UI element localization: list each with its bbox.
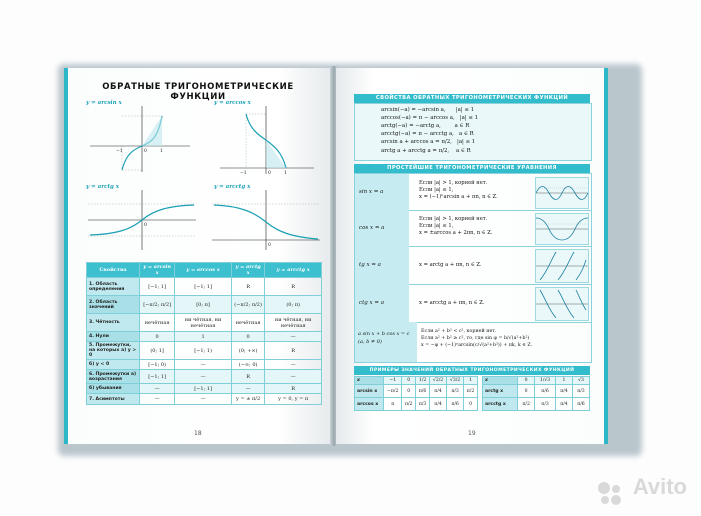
table-cell: R: [231, 278, 264, 296]
table-cell: π/2: [518, 398, 535, 411]
values-table-tg-ctg: [482, 376, 590, 411]
table-cell: y = ± π/2: [231, 394, 264, 405]
table-cell: π/6: [535, 385, 556, 398]
equation-solution: Если |a| > 1, корней нет. Если |a| ≤ 1, x = (−1)ⁿarcsin a + πn, n ∈ Z.: [419, 180, 498, 200]
table-cell: π/6: [447, 398, 464, 411]
table-cell: π/4: [555, 398, 572, 411]
page-number-left: 18: [194, 430, 202, 437]
properties-table: [86, 262, 322, 405]
table-row: [87, 370, 322, 384]
table-row: [87, 278, 322, 296]
equation-lhs: a sin x + b cos x = c (a, b ≠ 0): [355, 322, 417, 362]
table-cell: 4. Нули: [87, 332, 140, 342]
cosine-graph-icon: [535, 213, 589, 245]
svg-text:−1: −1: [240, 171, 247, 176]
table-row: [87, 296, 322, 314]
table-cell: x: [355, 377, 384, 385]
table-cell: [−π/2; π/2]: [140, 296, 175, 314]
table-cell: ни чётная, ни нечётная: [175, 314, 232, 332]
equation-row-cos: [355, 210, 591, 247]
equations-section-header: ПРОСТЕЙШИЕ ТРИГОНОМЕТРИЧЕСКИЕ УРАВНЕНИЯ: [354, 164, 590, 173]
svg-text:0: 0: [268, 171, 271, 176]
table-cell: arcctg x: [483, 398, 518, 411]
table-row: [87, 384, 322, 394]
table-cell: [−1; 1): [175, 342, 232, 360]
table-cell: (0; 1]: [140, 342, 175, 360]
left-page: [64, 68, 332, 444]
table-cell: √3: [572, 377, 589, 385]
table-cell: б) убывания: [87, 384, 140, 394]
graph-arccos: [210, 100, 318, 178]
table-cell: √3/2: [447, 377, 464, 385]
values-section-header: ПРИМЕРЫ ЗНАЧЕНИЙ ОБРАТНЫХ ТРИГОНОМЕТРИЧЕСКИХ ФУНКЦИЙ: [354, 366, 590, 375]
table-cell: 0: [402, 385, 416, 398]
property-line: arctg a + arcctg a = π/2, a ∈ R: [381, 148, 471, 154]
table-header-cell: y = arcsin x: [140, 263, 175, 278]
table-cell: y = 0, y = π: [265, 394, 322, 405]
table-cell: π/3: [447, 385, 464, 398]
table-cell: 0: [231, 332, 264, 342]
table-cell: —: [265, 360, 322, 370]
table-header-cell: y = arcctg x: [265, 263, 322, 278]
table-cell: (0; +∞): [231, 342, 264, 360]
table-header-cell: y = arctg x: [231, 263, 264, 278]
right-page: [336, 68, 608, 444]
table-cell: 0: [518, 385, 535, 398]
equation-row-tg: [355, 246, 591, 285]
svg-text:0: 0: [144, 223, 147, 228]
table-cell: —: [175, 370, 232, 384]
properties-section-header: СВОЙСТВА ОБРАТНЫХ ТРИГОНОМЕТРИЧЕСКИХ ФУНКЦИЙ: [354, 94, 590, 103]
table-cell: (0; π): [265, 296, 322, 314]
table-cell: R: [265, 342, 322, 360]
equation-lhs: sin x = a: [355, 174, 409, 210]
table-row: [355, 385, 478, 398]
table-cell: 2. Область значений: [87, 296, 140, 314]
table-cell: [0; π]: [175, 296, 232, 314]
table-cell: нечётная: [140, 314, 175, 332]
svg-text:0: 0: [144, 149, 147, 154]
table-cell: π/4: [430, 385, 447, 398]
property-line: arcsin a + arccos a = π/2, |a| ≤ 1: [381, 139, 476, 145]
table-cell: 0: [464, 398, 478, 411]
equation-solution: Если |a| > 1, корней нет. Если |a| ≤ 1, x = ±arccos a + 2πn, n ∈ Z.: [419, 216, 493, 236]
graph-arcsin: [86, 100, 194, 174]
table-cell: (−π/2; π/2): [231, 296, 264, 314]
svg-text:1: 1: [284, 171, 287, 176]
equation-solution: Если a² + b² < c², корней нет. Если a² + b² ≥ c², то, где sin φ = b/√(a²+b²) x = −φ + (−1)ⁿarcsin(c/√(a²+b²)) + πk, k ∈ Z.: [421, 329, 533, 348]
table-row: [87, 394, 322, 405]
equation-lhs: cos x = a: [355, 210, 409, 246]
property-line: arccos(−a) = π − arccos a, |a| ≤ 1: [381, 115, 479, 121]
graph-arcsin-label: y = arcsin x: [86, 100, 122, 106]
table-row: [87, 314, 322, 332]
table-cell: (−∞; 0): [231, 360, 264, 370]
equation-solution: x = arctg a + πn, n ∈ Z.: [419, 262, 482, 268]
property-line: arctg(−a) = −arctg a, a ∈ R: [381, 123, 470, 129]
equation-lhs: ctg x = a: [355, 284, 409, 322]
table-cell: [−1; 1]: [140, 278, 175, 296]
table-cell: arctg x: [483, 385, 518, 398]
table-cell: 1/√3: [535, 377, 556, 385]
property-line: arcsin(−a) = −arcsin a, |a| ≤ 1: [381, 107, 475, 113]
table-cell: —: [175, 360, 232, 370]
table-cell: π/4: [430, 398, 447, 411]
table-cell: б) y < 0: [87, 360, 140, 370]
table-cell: π/6: [572, 398, 589, 411]
table-cell: 0: [140, 332, 175, 342]
table-cell: 0: [518, 377, 535, 385]
right-page-edge-stripe: [604, 68, 608, 444]
table-row: [483, 377, 590, 385]
table-cell: −π/2: [384, 385, 402, 398]
arcsin-graph-icon: [86, 100, 194, 174]
table-row: [87, 332, 322, 342]
equation-row-linear-combination: [355, 322, 591, 362]
table-cell: arcsin x: [355, 385, 384, 398]
table-row: [87, 342, 322, 360]
table-row: [483, 385, 590, 398]
table-cell: 7. Асимптоты: [87, 394, 140, 405]
equation-solution: x = arcctg a + πn, n ∈ Z.: [419, 300, 485, 306]
graph-arcctg: [210, 184, 322, 252]
table-cell: π/3: [535, 398, 556, 411]
equation-row-ctg: [355, 284, 591, 323]
table-cell: π/3: [572, 385, 589, 398]
values-table-sin-cos: [354, 376, 478, 411]
graph-arccos-label: y = arccos x: [214, 100, 251, 106]
table-cell: —: [175, 394, 232, 405]
avito-logo-icon: [596, 480, 624, 508]
table-cell: [−1; 1]: [140, 370, 175, 384]
table-cell: 3. Чётность: [87, 314, 140, 332]
left-page-title: ОБРАТНЫЕ ТРИГОНОМЕТРИЧЕСКИЕ ФУНКЦИИ: [102, 82, 294, 102]
table-cell: x: [483, 377, 518, 385]
svg-text:1: 1: [160, 149, 163, 154]
table-cell: [−1; 1]: [175, 278, 232, 296]
table-row: [355, 398, 478, 411]
table-cell: [−1; 1]: [175, 384, 232, 394]
avito-watermark: Avito: [632, 474, 687, 499]
table-cell: 1: [464, 377, 478, 385]
left-page-edge-stripe: [64, 68, 68, 444]
table-cell: R: [265, 384, 322, 394]
equation-row-sin: [355, 174, 591, 211]
table-cell: π/2: [464, 385, 478, 398]
table-cell: π/3: [416, 398, 430, 411]
table-cell: arccos x: [355, 398, 384, 411]
svg-text:0: 0: [268, 243, 271, 248]
table-cell: —: [140, 384, 175, 394]
table-cell: [−1; 0): [140, 360, 175, 370]
table-cell: −1: [384, 377, 402, 385]
table-cell: нечётная: [231, 314, 264, 332]
table-header-cell: y = arccos x: [175, 263, 232, 278]
graph-arctg: [86, 184, 198, 252]
svg-text:−1: −1: [116, 149, 123, 154]
table-cell: ни чётная, ни нечётная: [265, 314, 322, 332]
table-cell: π: [384, 398, 402, 411]
table-cell: π/2: [402, 398, 416, 411]
table-header-cell: Свойства: [87, 263, 140, 278]
graph-arcctg-label: y = arcctg x: [214, 184, 251, 190]
tangent-graph-icon: [535, 249, 589, 283]
arctg-graph-icon: [86, 184, 198, 252]
table-cell: 5. Промежутки, на которых а) y > 0: [87, 342, 140, 360]
cotangent-graph-icon: [535, 287, 589, 321]
properties-table-header: [87, 263, 322, 278]
table-cell: —: [231, 384, 264, 394]
table-cell: 6. Промежутки а) возрастания: [87, 370, 140, 384]
table-cell: π/4: [555, 385, 572, 398]
equations-box: [354, 173, 592, 363]
equation-lhs: tg x = a: [355, 246, 409, 284]
table-cell: 1/2: [416, 377, 430, 385]
table-cell: π/6: [416, 385, 430, 398]
properties-box: [354, 103, 592, 161]
table-cell: 1: [555, 377, 572, 385]
table-cell: R: [265, 278, 322, 296]
table-cell: 1. Область определения: [87, 278, 140, 296]
table-cell: —: [265, 370, 322, 384]
arcctg-graph-icon: [210, 184, 322, 252]
property-line: arcctg(−a) = π − arcctg a, a ∈ R: [381, 131, 474, 137]
arccos-graph-icon: [210, 100, 318, 178]
table-cell: —: [140, 394, 175, 405]
table-row: [483, 398, 590, 411]
table-cell: R: [231, 370, 264, 384]
page-number-right: 19: [468, 430, 476, 437]
graph-arctg-label: y = arctg x: [86, 184, 120, 190]
table-cell: 0: [402, 377, 416, 385]
table-cell: —: [265, 332, 322, 342]
table-cell: 1: [175, 332, 232, 342]
table-row: [87, 360, 322, 370]
table-cell: √2/2: [430, 377, 447, 385]
table-row: [355, 377, 478, 385]
sine-graph-icon: [535, 177, 589, 209]
